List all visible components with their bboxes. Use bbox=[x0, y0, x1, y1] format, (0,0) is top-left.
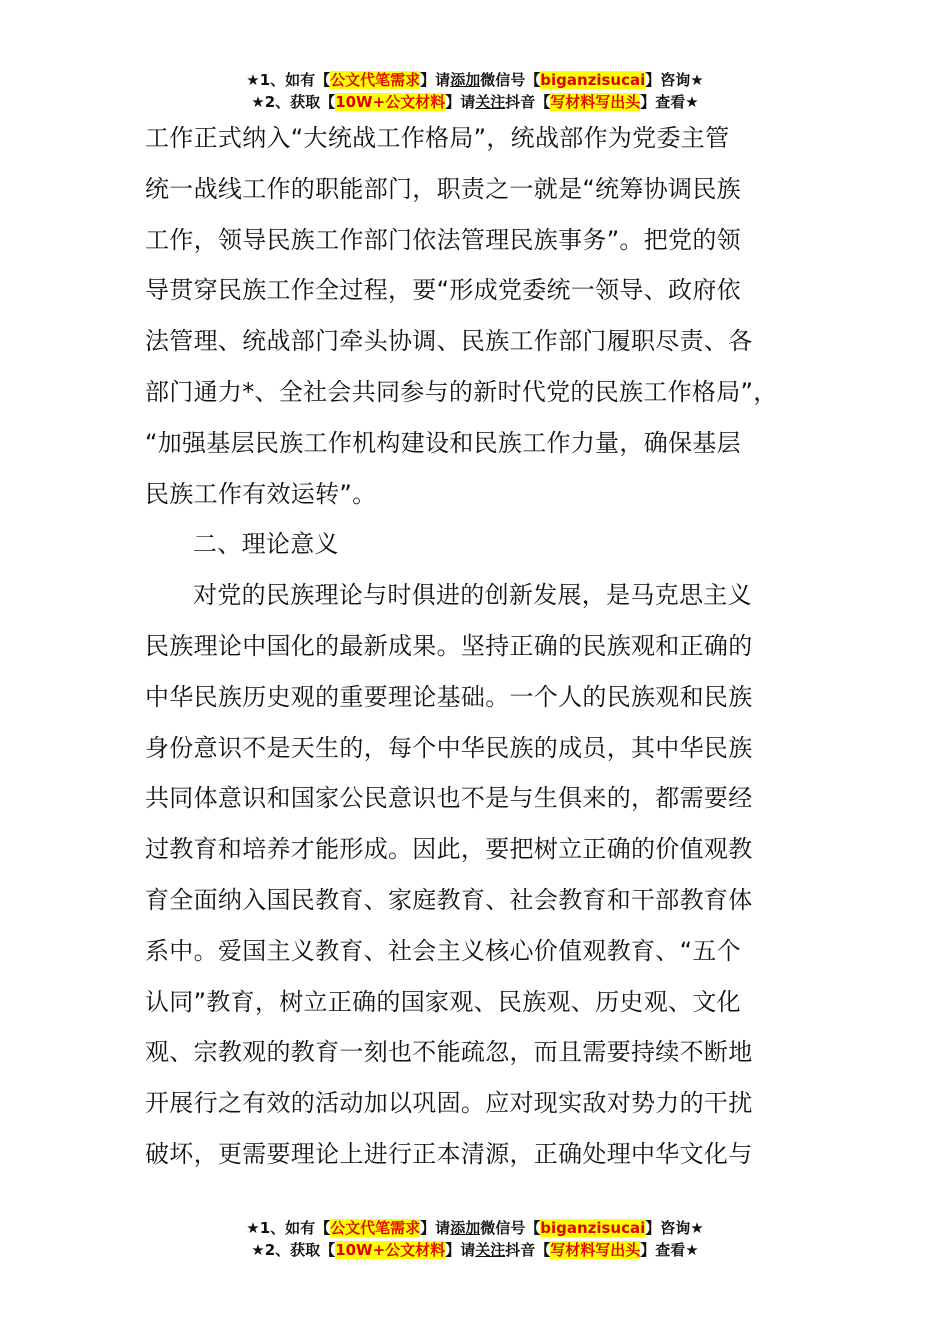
banner-line-2-highlight-materials: 10W+公文材料 bbox=[335, 1241, 446, 1259]
body-line: 破坏，更需要理论上进行正本清源，正确处理中华文化与 bbox=[145, 1139, 753, 1168]
body-line: 系中。爱国主义教育、社会主义核心价值观教育、“五个 bbox=[145, 936, 741, 965]
banner-line-2 bbox=[0, 91, 950, 113]
body-line: 工作，领导民族工作部门依法管理民族事务”。把党的领 bbox=[145, 225, 741, 254]
banner-line-2-mid: 】请 bbox=[445, 93, 476, 111]
body-line: 工作正式纳入“大统战工作格局”，统战部作为党委主管 bbox=[145, 124, 730, 152]
body-line: 法管理、统战部门牵头协调、民族工作部门履职尽责、各 bbox=[145, 327, 753, 356]
banner-line-2-suffix: 】查看★ bbox=[640, 93, 699, 111]
banner-line-2-mid-2: 抖音【 bbox=[505, 1241, 551, 1259]
document-body bbox=[145, 113, 795, 1180]
body-line: 观、宗教观的教育一刻也不能疏忽，而且需要持续不断地 bbox=[145, 1038, 753, 1067]
banner-line-2 bbox=[0, 1239, 950, 1261]
banner-line-1-highlight-service: 公文代笔需求 bbox=[330, 71, 421, 89]
banner-line-1-highlight-service: 公文代笔需求 bbox=[330, 1219, 421, 1237]
body-line: 育全面纳入国民教育、家庭教育、社会教育和干部教育体 bbox=[145, 885, 753, 914]
body-line: 身份意识不是天生的，每个中华民族的成员，其中华民族 bbox=[145, 733, 753, 762]
banner-line-1-suffix: 】咨询★ bbox=[645, 1219, 704, 1237]
banner-line-2-prefix: ★2、获取【 bbox=[251, 1241, 336, 1259]
banner-line-2-highlight-douyin: 写材料写出头 bbox=[550, 93, 641, 111]
banner-line-1-underlined: 添加 bbox=[450, 1219, 481, 1237]
body-line: 过教育和培养才能形成。因此，要把树立正确的价值观教 bbox=[145, 835, 753, 864]
footer-banner bbox=[0, 1217, 950, 1261]
banner-line-1-underlined: 添加 bbox=[450, 71, 481, 89]
banner-line-2-highlight-materials: 10W+公文材料 bbox=[335, 93, 446, 111]
banner-line-1-mid-2: 微信号【 bbox=[480, 1219, 541, 1237]
section-heading: 二、理论意义 bbox=[193, 530, 339, 559]
banner-line-1-mid: 】请 bbox=[420, 1219, 451, 1237]
body-line: 民族理论中国化的最新成果。坚持正确的民族观和正确的 bbox=[145, 631, 753, 660]
header-banner bbox=[0, 69, 950, 113]
banner-line-2-highlight-douyin: 写材料写出头 bbox=[550, 1241, 641, 1259]
banner-line-1-mid-2: 微信号【 bbox=[480, 71, 541, 89]
banner-line-1-prefix: ★1、如有【 bbox=[246, 1219, 331, 1237]
body-line: 导贯穿民族工作全过程，要“形成党委统一领导、政府依 bbox=[145, 276, 741, 305]
banner-line-2-mid: 】请 bbox=[445, 1241, 476, 1259]
banner-line-1-highlight-wechat: biganzisucai bbox=[540, 71, 646, 89]
banner-line-1-highlight-wechat: biganzisucai bbox=[540, 1219, 646, 1237]
banner-line-1 bbox=[0, 1217, 950, 1239]
body-line: 认同”教育，树立正确的国家观、民族观、历史观、文化 bbox=[145, 987, 741, 1016]
banner-line-1 bbox=[0, 69, 950, 91]
body-line: 统一战线工作的职能部门，职责之一就是“统筹协调民族 bbox=[145, 174, 741, 203]
banner-line-2-underlined: 关注 bbox=[475, 1241, 506, 1259]
body-line: 共同体意识和国家公民意识也不是与生俱来的，都需要经 bbox=[145, 784, 753, 813]
banner-line-1-suffix: 】咨询★ bbox=[645, 71, 704, 89]
banner-line-2-prefix: ★2、获取【 bbox=[251, 93, 336, 111]
banner-line-2-suffix: 】查看★ bbox=[640, 1241, 699, 1259]
banner-line-1-mid: 】请 bbox=[420, 71, 451, 89]
body-line: 中华民族历史观的重要理论基础。一个人的民族观和民族 bbox=[145, 682, 753, 711]
body-line: 部门通力*、全社会共同参与的新时代党的民族工作格局”， bbox=[145, 377, 778, 406]
body-line: 开展行之有效的活动加以巩固。应对现实敌对势力的干扰 bbox=[145, 1089, 753, 1118]
banner-line-2-mid-2: 抖音【 bbox=[505, 93, 551, 111]
paragraph-first-line: 对党的民族理论与时俱进的创新发展，是马克思主义 bbox=[193, 581, 752, 610]
body-line: 民族工作有效运转”。 bbox=[145, 479, 377, 508]
banner-line-2-underlined: 关注 bbox=[475, 93, 506, 111]
banner-line-1-prefix: ★1、如有【 bbox=[246, 71, 331, 89]
body-line: “加强基层民族工作机构建设和民族工作力量，确保基层 bbox=[145, 428, 741, 457]
